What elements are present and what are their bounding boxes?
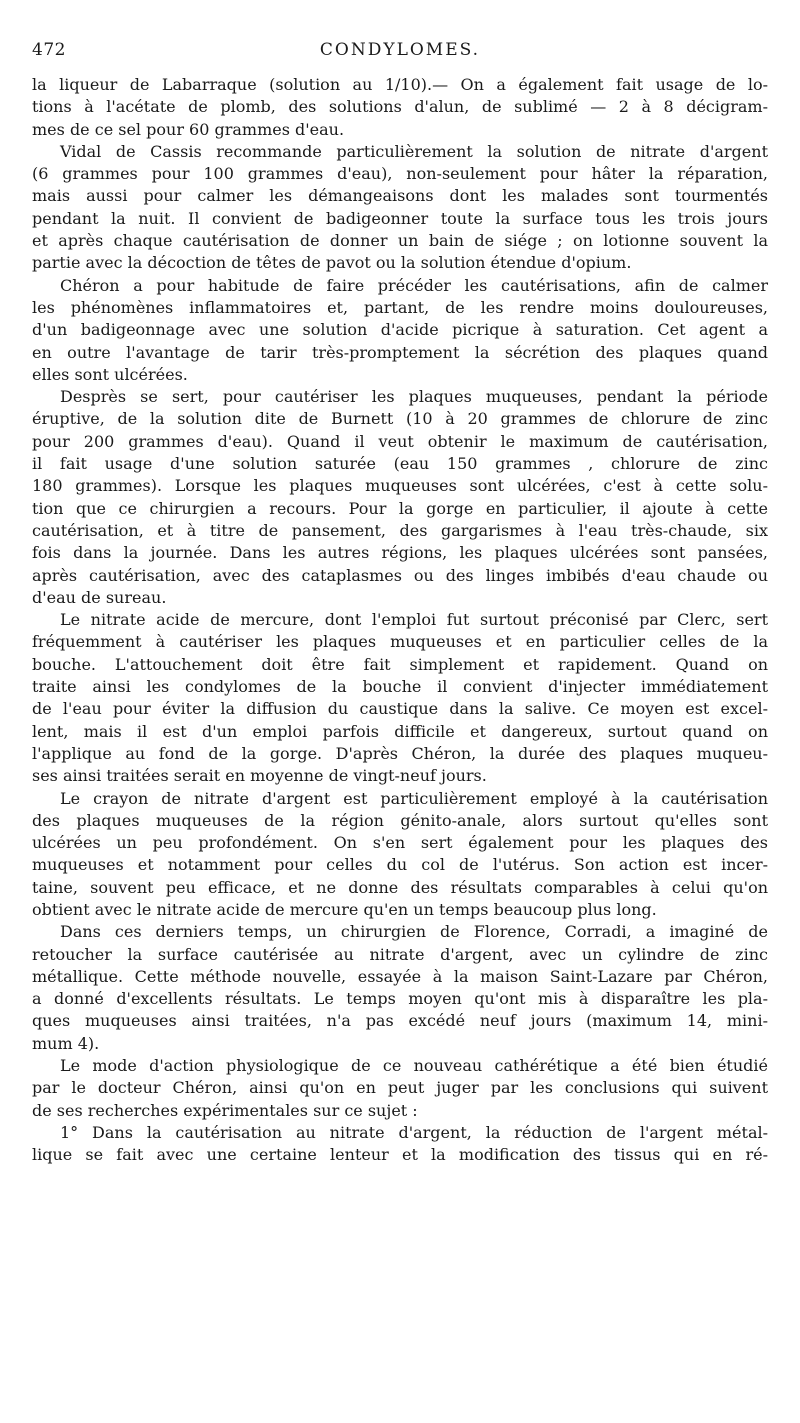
text-line: muqueuses et notamment pour celles du col de l'utérus. Son action est incer- <box>32 855 768 875</box>
text-line: Le nitrate acide de mercure, dont l'emploi fut surtout préconisé par Clerc, sert <box>60 610 768 630</box>
page-header <box>32 40 768 68</box>
paragraph <box>32 275 768 386</box>
text-line: la liqueur de Labarraque (solution au 1/10).— On a également fait usage de lo- <box>32 75 768 94</box>
text-line: fois dans la journée. Dans les autres régions, les plaques ulcérées sont pansées, <box>32 543 768 563</box>
text-line: bouche. L'attouchement doit être fait simplement et rapidement. Quand on <box>32 654 768 674</box>
text-line: taine, souvent peu efficace, et ne donne des résultats comparables à celui qu'on <box>32 877 768 897</box>
text-line: de l'eau pour éviter la diffusion du caustique dans la salive. Ce moyen est excel- <box>32 699 768 719</box>
text-line: cautérisation, et à titre de pansement, des gargarismes à l'eau très-chaude, six <box>32 520 768 540</box>
text-line: d'eau de sureau. <box>32 587 167 607</box>
text-line: Vidal de Cassis recommande particulièrement la solution de nitrate d'argent <box>60 141 768 161</box>
text-line: éruptive, de la solution dite de Burnett (10 à 20 grammes de chlorure de zinc <box>32 409 768 429</box>
text-line: lique se fait avec une certaine lenteur et la modification des tissus qui en ré- <box>32 1145 768 1165</box>
text-line: en outre l'avantage de tarir très-promptement la sécrétion des plaques quand <box>32 342 768 362</box>
paragraph <box>32 1122 768 1167</box>
text-line: ques muqueuses ainsi traitées, n'a pas excédé neuf jours (maximum 14, mini- <box>32 1011 768 1031</box>
text-line: 180 grammes). Lorsque les plaques muqueuses sont ulcérées, c'est à cette solu- <box>32 476 768 496</box>
text-line: l'applique au fond de la gorge. D'après Chéron, la durée des plaques muqueu- <box>32 743 768 763</box>
text-line: pendant la nuit. Il convient de badigeonner toute la surface tous les trois jours <box>32 208 768 228</box>
paragraph <box>32 921 768 1055</box>
running-head: CONDYLOMES. <box>319 40 481 60</box>
text-line: tion que ce chirurgien a recours. Pour la gorge en particulier, il ajoute à cette <box>32 498 768 518</box>
text-line: après cautérisation, avec des cataplasmes ou des linges imbibés d'eau chaude ou <box>32 565 768 585</box>
text-line: retoucher la surface cautérisée au nitrate d'argent, avec un cylindre de zinc <box>32 944 768 964</box>
text-line: Chéron a pour habitude de faire précéder les cautérisations, afin de calmer <box>60 275 768 295</box>
paragraph <box>32 386 768 609</box>
text-line: Le crayon de nitrate d'argent est particulièrement employé à la cautérisation <box>60 788 768 808</box>
paragraph <box>32 74 768 141</box>
text-line: fréquemment à cautériser les plaques muqueuses et en particulier celles de la <box>32 632 768 652</box>
paragraph <box>32 788 768 922</box>
text-line: mais aussi pour calmer les démangeaisons dont les malades sont tourmentés <box>32 186 768 206</box>
text-line: ses ainsi traitées serait en moyenne de vingt-neuf jours. <box>32 766 487 786</box>
text-line: mes de ce sel pour 60 grammes d'eau. <box>32 119 345 139</box>
text-line: les phénomènes inflammatoires et, partant, de les rendre moins douloureuses, <box>32 297 768 317</box>
text-line: il fait usage d'une solution saturée (eau 150 grammes , chlorure de zinc <box>32 454 768 474</box>
text-line: ulcérées un peu profondément. On s'en sert également pour les plaques des <box>32 833 768 853</box>
text-line: et après chaque cautérisation de donner un bain de siége ; on lotionne souvent la <box>32 231 768 251</box>
text-line: tions à l'acétate de plomb, des solutions d'alun, de sublimé — 2 à 8 décigram- <box>32 97 768 117</box>
text-line: a donné d'excellents résultats. Le temps moyen qu'ont mis à disparaître les pla- <box>32 989 768 1009</box>
paragraph <box>32 1055 768 1122</box>
text-line: pour 200 grammes d'eau). Quand il veut obtenir le maximum de cautérisation, <box>32 431 768 451</box>
text-line: de ses recherches expérimentales sur ce sujet : <box>32 1100 418 1120</box>
text-line: mum 4). <box>32 1033 100 1053</box>
text-line: Desprès se sert, pour cautériser les plaques muqueuses, pendant la période <box>60 387 768 407</box>
text-line: Le mode d'action physiologique de ce nouveau cathérétique a été bien étudié <box>60 1056 768 1076</box>
text-line: lent, mais il est d'un emploi parfois difficile et dangereux, surtout quand on <box>32 721 768 741</box>
text-line: elles sont ulcérées. <box>32 364 188 384</box>
text-line: (6 grammes pour 100 grammes d'eau), non-seulement pour hâter la réparation, <box>32 164 768 184</box>
page-number: 472 <box>32 40 66 60</box>
text-line: d'un badigeonnage avec une solution d'acide picrique à saturation. Cet agent a <box>32 320 768 340</box>
text-line: Dans ces derniers temps, un chirurgien de Florence, Corradi, a imaginé de <box>60 922 768 942</box>
paragraph <box>32 609 768 787</box>
document-page <box>32 40 768 1167</box>
text-line: des plaques muqueuses de la région génito-anale, alors surtout qu'elles sont <box>32 810 768 830</box>
text-line: par le docteur Chéron, ainsi qu'on en peut juger par les conclusions qui suivent <box>32 1078 768 1098</box>
text-line: métallique. Cette méthode nouvelle, essayée à la maison Saint-Lazare par Chéron, <box>32 966 768 986</box>
text-line: traite ainsi les condylomes de la bouche il convient d'injecter immédiatement <box>32 677 768 697</box>
text-line: partie avec la décoction de têtes de pavot ou la solution étendue d'opium. <box>32 253 632 273</box>
paragraph <box>32 141 768 275</box>
text-line: obtient avec le nitrate acide de mercure qu'en un temps beaucoup plus long. <box>32 899 657 919</box>
text-line: 1° Dans la cautérisation au nitrate d'argent, la réduction de l'argent métal- <box>60 1122 768 1142</box>
